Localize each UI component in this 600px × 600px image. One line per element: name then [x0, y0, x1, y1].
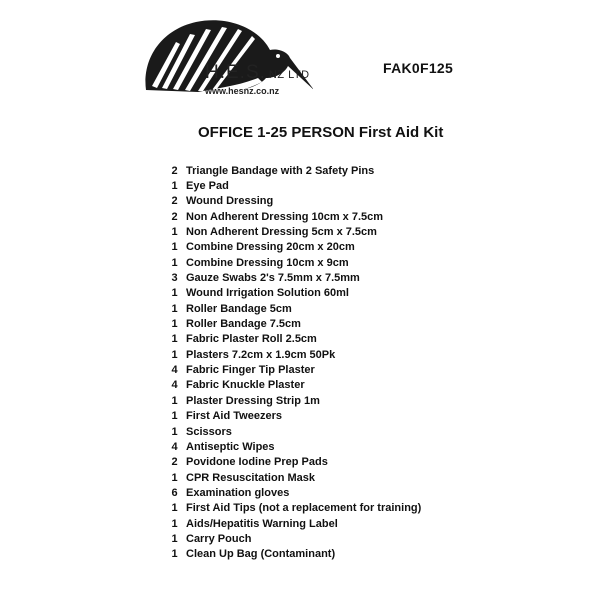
item-quantity: 1	[171, 471, 178, 484]
item-name: Povidone Iodine Prep Pads	[186, 456, 328, 469]
page-title: OFFICE 1-25 PERSON First Aid Kit	[198, 124, 444, 141]
item-quantity: 1	[171, 256, 178, 269]
item-quantity: 1	[171, 318, 178, 331]
item-name: Examination gloves	[186, 486, 290, 499]
item-name: Plasters 7.2cm x 1.9cm 50Pk	[186, 348, 336, 361]
item-quantity: 4	[171, 364, 178, 377]
item-quantity: 2	[171, 210, 178, 223]
item-name: Combine Dressing 20cm x 20cm	[186, 241, 355, 254]
item-name: Non Adherent Dressing 10cm x 7.5cm	[186, 210, 384, 223]
list-item	[163, 485, 421, 500]
list-item	[163, 224, 421, 239]
list-item	[163, 362, 421, 377]
item-name: CPR Resuscitation Mask	[186, 471, 315, 484]
list-item	[163, 424, 421, 439]
item-quantity: 1	[171, 333, 178, 346]
item-name: Fabric Knuckle Plaster	[186, 379, 305, 392]
item-quantity: 1	[171, 287, 178, 300]
item-quantity: 2	[171, 456, 178, 469]
item-quantity: 1	[171, 241, 178, 254]
list-item	[163, 209, 421, 224]
item-name: Combine Dressing 10cm x 9cm	[186, 256, 349, 269]
list-item	[163, 270, 421, 285]
list-item	[163, 470, 421, 485]
item-quantity: 2	[171, 195, 178, 208]
product-code: FAK0F125	[383, 60, 454, 76]
item-name: Plaster Dressing Strip 1m	[186, 394, 320, 407]
brand-name: H.E.S.	[205, 62, 266, 83]
item-quantity: 1	[171, 425, 178, 438]
item-quantity: 1	[171, 548, 178, 561]
item-quantity: 3	[171, 272, 178, 285]
item-quantity: 1	[171, 226, 178, 239]
list-item	[163, 286, 421, 301]
item-name: Aids/Hepatitis Warning Label	[186, 517, 338, 530]
item-quantity: 1	[171, 517, 178, 530]
list-item	[163, 531, 421, 546]
list-item	[163, 393, 421, 408]
item-quantity: 1	[171, 394, 178, 407]
item-name: Wound Dressing	[186, 195, 274, 208]
list-item	[163, 439, 421, 454]
item-quantity: 1	[171, 180, 178, 193]
item-quantity: 2	[171, 164, 178, 177]
list-item	[163, 178, 421, 193]
list-item	[163, 332, 421, 347]
list-item	[163, 501, 421, 516]
brand-url: www.hesnz.co.nz	[205, 86, 280, 96]
list-item	[163, 547, 421, 562]
list-item	[163, 378, 421, 393]
list-item	[163, 409, 421, 424]
brand-suffix: NZ LTD	[268, 69, 310, 81]
list-item	[163, 301, 421, 316]
item-quantity: 1	[171, 302, 178, 315]
list-item	[163, 316, 421, 331]
item-name: First Aid Tweezers	[186, 410, 282, 423]
item-name: Fabric Finger Tip Plaster	[186, 364, 315, 377]
list-item	[163, 455, 421, 470]
item-quantity: 1	[171, 502, 178, 515]
item-name: First Aid Tips (not a replacement for training)	[186, 502, 422, 515]
list-item	[163, 163, 421, 178]
item-name: Triangle Bandage with 2 Safety Pins	[186, 164, 375, 177]
item-name: Non Adherent Dressing 5cm x 7.5cm	[186, 226, 377, 239]
item-quantity: 1	[171, 348, 178, 361]
item-name: Gauze Swabs 2's 7.5mm x 7.5mm	[186, 272, 360, 285]
item-name: Roller Bandage 7.5cm	[186, 318, 301, 331]
item-name: Carry Pouch	[186, 532, 252, 545]
item-name: Clean Up Bag (Contaminant)	[186, 548, 336, 561]
item-quantity: 4	[171, 440, 178, 453]
list-item	[163, 255, 421, 270]
item-name: Fabric Plaster Roll 2.5cm	[186, 333, 317, 346]
list-item	[163, 347, 421, 362]
list-item	[163, 240, 421, 255]
kit-contents-list	[163, 163, 421, 562]
item-name: Roller Bandage 5cm	[186, 302, 292, 315]
list-item	[163, 194, 421, 209]
item-name: Antiseptic Wipes	[186, 440, 275, 453]
item-name: Wound Irrigation Solution 60ml	[186, 287, 349, 300]
item-quantity: 6	[171, 486, 178, 499]
item-quantity: 1	[171, 410, 178, 423]
list-item	[163, 516, 421, 531]
brand-block	[205, 62, 310, 96]
item-quantity: 4	[171, 379, 178, 392]
item-name: Scissors	[186, 425, 232, 438]
item-name: Eye Pad	[186, 180, 229, 193]
item-quantity: 1	[171, 532, 178, 545]
